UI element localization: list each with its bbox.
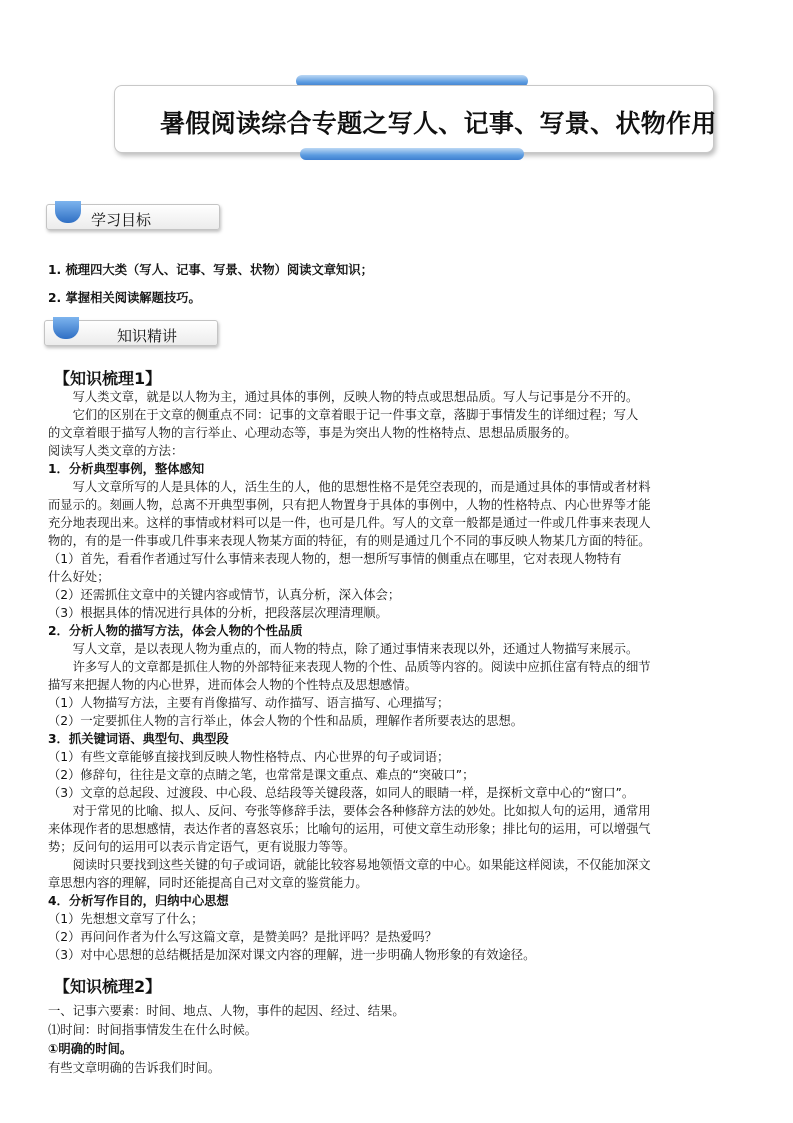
section-heading: 【知识梳理2】 xyxy=(54,977,162,996)
body-line: 写人文章，是以表现人物为重点的，而人物的特点，除了通过事情来表现以外，还通过人物描写来展示。 xyxy=(48,642,639,656)
body-line: 描写来把握人物的内心世界，进而体会人物的个性特点及思想感情。 xyxy=(48,678,417,692)
subheading: 1．分析典型事例，整体感知 xyxy=(48,462,205,476)
body-line: 阅读写人类文章的方法： xyxy=(48,444,184,458)
section-tab-label: 知识精讲 xyxy=(117,327,178,345)
body-line: （3）根据具体的情况进行具体的分析，把段落层次理清理顺。 xyxy=(48,606,388,620)
subheading: ①明确的时间。 xyxy=(48,1042,133,1056)
body-line: 而显示的。刻画人物，总离不开典型事例，只有把人物置身于具体的事例中，人物的性格特点、内心世界等才能 xyxy=(48,498,651,512)
body-line: （3）对中心思想的总结概括是加深对课文内容的理解，进一步明确人物形象的有效途径。 xyxy=(48,948,536,962)
body-line: （2）再问问作者为什么写这篇文章，是赞美吗？是批评吗？是热爱吗？ xyxy=(48,930,438,944)
body-line: （1）人物描写方法，主要有肖像描写、动作描写、语言描写、心理描写； xyxy=(48,696,450,710)
body-line: 来体现作者的思想感情，表达作者的喜怒哀乐；比喻句的运用，可使文章生动形象；排比句的运用，可以增强气 xyxy=(48,822,651,836)
tab-marker-icon xyxy=(53,317,79,339)
body-line: 许多写人的文章都是抓住人物的外部特征来表现人物的个性、品质等内容的。阅读中应抓住富有特点的细节 xyxy=(48,660,651,674)
section-tab-goals xyxy=(46,204,220,230)
section-tab-knowledge xyxy=(44,320,218,346)
body-line: （3）文章的总起段、过渡段、中心段、总结段等关键段落，如同人的眼睛一样，是探析文章中心的“窗口”。 xyxy=(48,786,635,800)
body-line: 有些文章明确的告诉我们时间。 xyxy=(48,1061,221,1075)
body-line: ⑴时间：时间指事情发生在什么时候。 xyxy=(48,1023,258,1037)
subheading: 4．分析写作目的，归纳中心思想 xyxy=(48,894,229,908)
body-line: （1）有些文章能够直接找到反映人物性格特点、内心世界的句子或词语； xyxy=(48,750,450,764)
body-line: （2）一定要抓住人物的言行举止，体会人物的个性和品质，理解作者所要表达的思想。 xyxy=(48,714,524,728)
body-line: 写人类文章，就是以人物为主，通过具体的事例，反映人物的特点或思想品质。写人与记事是分不开的。 xyxy=(48,390,639,404)
body-line: 充分地表现出来。这样的事情或材料可以是一件，也可是几件。写人的文章一般都是通过一件或几件事来表现人 xyxy=(48,516,651,530)
title-decor-bar-bottom xyxy=(300,148,524,160)
body-line: （2）修辞句，往往是文章的点睛之笔，也常常是课文重点、难点的“突破口”； xyxy=(48,768,475,782)
body-line: （1）首先，看看作者通过写什么事情来表现人物的，想一想所写事情的侧重点在哪里，它对表现人物特有 xyxy=(48,552,622,566)
body-line: 写人文章所写的人是具体的人，活生生的人，他的思想性格不是凭空表现的，而是通过具体的事情或者材料 xyxy=(48,480,651,494)
body-line: 对于常见的比喻、拟人、反问、夸张等修辞手法，要体会各种修辞方法的妙处。比如拟人句的运用，通常用 xyxy=(48,804,651,818)
subheading: 3．抓关键词语、典型句、典型段 xyxy=(48,732,229,746)
body-line: 的文章着眼于描写人物的言行举止、心理动态等，事是为突出人物的性格特点、思想品质服务的。 xyxy=(48,426,577,440)
body-line: 它们的区别在于文章的侧重点不同：记事的文章着眼于记一件事文章，落脚于事情发生的详细过程；写人 xyxy=(48,408,639,422)
page-title: 暑假阅读综合专题之写人、记事、写景、状物作用 xyxy=(160,109,717,138)
subheading: 2．分析人物的描写方法，体会人物的个性品质 xyxy=(48,624,303,638)
section-tab-label: 学习目标 xyxy=(91,211,152,229)
goal-item: 2. 掌握相关阅读解题技巧。 xyxy=(48,291,201,305)
section-heading: 【知识梳理1】 xyxy=(54,369,162,388)
body-line: （2）还需抓住文章中的关键内容或情节，认真分析，深入体会； xyxy=(48,588,401,602)
body-line: 阅读时只要找到这些关键的句子或词语，就能比较容易地领悟文章的中心。如果能这样阅读，不仅能加深文 xyxy=(48,858,651,872)
body-line: 势；反问句的运用可以表示肯定语气，更有说服力等等。 xyxy=(48,840,356,854)
body-line: 章思想内容的理解，同时还能提高自己对文章的鉴赏能力。 xyxy=(48,876,368,890)
goal-item: 1. 梳理四大类（写人、记事、写景、状物）阅读文章知识； xyxy=(48,263,373,277)
body-line: （1）先想想文章写了什么； xyxy=(48,912,204,926)
tab-marker-icon xyxy=(55,201,81,223)
body-line: 什么好处； xyxy=(48,570,110,584)
body-line: 物的，有的是一件事或几件事来表现人物某方面的特征，有的则是通过几个不同的事反映人物某几方面的特征。 xyxy=(48,534,651,548)
body-line: 一、记事六要素：时间、地点、人物，事件的起因、经过、结果。 xyxy=(48,1004,405,1018)
